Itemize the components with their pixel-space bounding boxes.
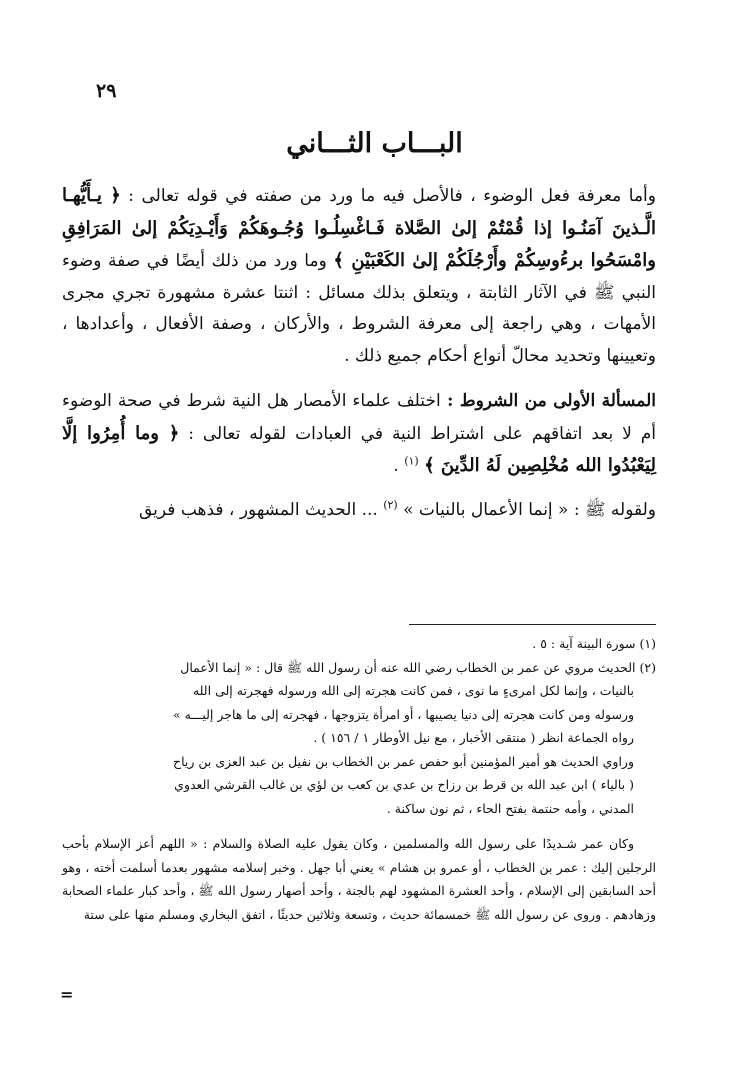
quran-verse-ikhlas: ﴿ وما أُمِرُوا إلَّا لِيَعْبُدُوا الله مُخْلِصِين لَهُ الدِّينَ ﴾ (62, 422, 656, 476)
hadith-text: ولقوله ﷺ : « إنما الأعمال بالنيات » (397, 499, 656, 520)
chapter-title: البـــاب الثـــاني (286, 128, 463, 159)
intro-paragraph (62, 180, 656, 372)
narrator-bio-line: ( بالياء ) ابن عبد الله بن قرط بن رزاح بن عدي بن كعب بن لؤي بن غالب القرشي العدوي (174, 777, 634, 792)
masala-end: . (393, 456, 405, 476)
intro-text-continued: وما ورد من ذلك أيضًا في صفة وضوء النبي ﷺ في الآثار الثابتة ، ويتعلق بذلك مسائل : اثنتا عشرة مشهورة تجري مجرى الأمهات ، وهي راجعة إلى معرفة الشروط ، والأركان ، وصفة الأفعال ، وأعدادها ، وتعيينها وتحديد محالّ أنواع أحكام جميع ذلك . (62, 251, 656, 366)
masala-paragraph (62, 386, 656, 483)
main-text (62, 180, 656, 526)
footnote-ref-2: (٢) (383, 497, 398, 511)
hadith-text-continued: ... الحديث المشهور ، فذهب فريق (139, 499, 384, 520)
continuation-mark: = (60, 985, 74, 1004)
footnote-2-line: رواه الجماعة انظر ( منتقى الأخبار ، مع نيل الأوطار ١ / ١٥٦ ) . (313, 730, 634, 745)
narrator-bio-line: المدني ، وأمه حنتمة بفتح الحاء ، ثم نون ساكنة . (386, 800, 634, 816)
footnotes (62, 632, 656, 926)
masala-heading: المسألة الأولى من الشروط : (440, 391, 656, 411)
footnote-2-line: بالنيات ، وإنما لكل امرىءٍ ما نوى ، فمن كانت هجرته إلى الله ورسوله فهجرته إلى الله (192, 683, 634, 698)
intro-text: وأما معرفة فعل الوضوء ، فالأصل فيه ما ورد من صفته في قوله تعالى : (120, 186, 656, 206)
hadith-paragraph (62, 495, 656, 527)
footnote-1: (١) سورة البينة آية : ٥ . (532, 636, 656, 651)
footnote-ref-1: (١) (404, 454, 419, 468)
umar-biography-paragraph: وكان عمر شـديدًا على رسول الله والمسلمين ، وكان يقول عليه الصلاة والسلام : « اللهم أعز الإسلام بأحب الرجلين إليك : عمر بن الخطاب ، أو عمرو بن هشام » يعني أبا جهل . وخبر إسلامه مشهور بعدما أسلمت أخته ، وهو أحد السابقين إلى الإسلام ، وأحد العشرة المشهود لهم بالجنة ، وأحد أصهار رسول الله ﷺ ، وأحد كبار علماء الصحابة وزهادهم . وروى عن رسول الله ﷺ خمسمائة حديث ، وتسعة وثلاثين حديثًا ، اتفق البخاري ومسلم منها على ستة (62, 836, 656, 922)
footnote-divider (409, 624, 656, 625)
footnote-2-line: ورسوله ومن كانت هجرته إلى دنيا يصيبها ، أو امرأة يتزوجها ، فهجرته إلى ما هاجر إليـــه » (173, 706, 634, 722)
footnote-2-line: (٢) الحديث مروي عن عمر بن الخطاب رضي الله عنه أن رسول الله ﷺ قال : « إنما الأعمال (180, 659, 656, 675)
page-number: ٢٩ (96, 80, 117, 102)
masala-text: اختلف علماء الأمصار هل النية شرط في صحة الوضوء أم لا بعد اتفاقهم على اشتراط النية في العبادات لقوله تعالى : (62, 391, 656, 444)
quran-verse-wudu: ﴿ يـأَيُّهـا الَّـذينَ آمَنُـوا إذا قُمْتُمْ إلىٰ الصَّلاة فَـاغْسِلُـوا وُجُـوهَكُمْ وَأَيْـدِيَكُمْ إلىٰ المَرَافِقِ وامْسَحُوا برءُوسِكُمْ وأَرْجُلَكُمْ إلىٰ الكَعْبَيْنِ ﴾ (62, 185, 656, 271)
narrator-bio-line: وراوي الحديث هو أمير المؤمنين أبو حفص عمر بن الخطاب بن نفيل بن عبد العزى بن رياح (173, 753, 634, 769)
